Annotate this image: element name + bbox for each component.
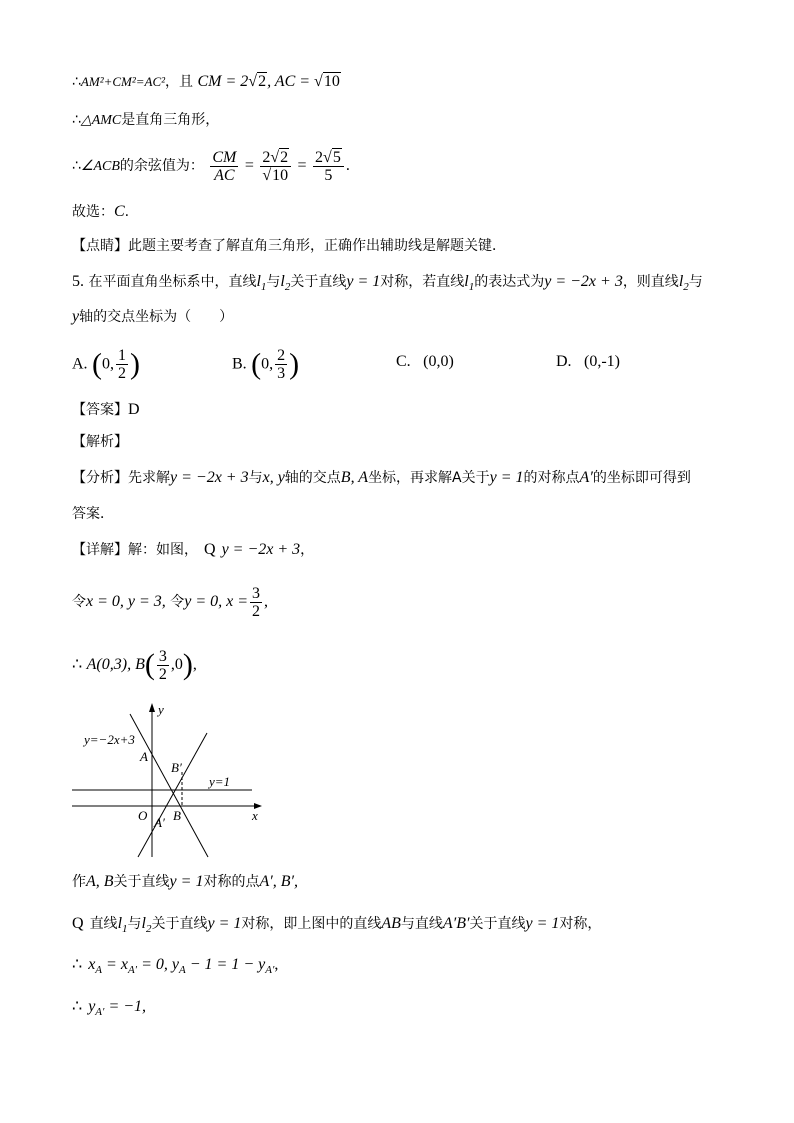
denominator: 3 — [277, 365, 286, 382]
line-ab — [130, 714, 208, 857]
symbol: l — [464, 273, 469, 290]
remark-text: 此题主要考查了解直角三角形，正确作出辅助线是解题关键． — [128, 238, 506, 254]
symbol: l — [256, 273, 261, 290]
text: 与 — [248, 470, 263, 486]
subscript: 2 — [683, 281, 689, 294]
point-a-prime: A′ — [579, 469, 593, 486]
points-a-b: A(0,3), B — [86, 656, 145, 673]
detail-tag: 【详解】 — [72, 542, 128, 558]
points-b-a: B, A — [340, 469, 369, 486]
subscript: A — [95, 963, 103, 976]
numerator: 3 — [158, 647, 167, 665]
equation-y-1: y = 1 — [207, 915, 242, 932]
coefficient: 2 — [315, 148, 324, 166]
denominator: 5 — [313, 166, 344, 184]
therefore-symbol: ∴ — [72, 158, 81, 174]
y-symbol: y — [72, 308, 80, 325]
analysis-line-1 — [72, 468, 691, 488]
subscript: 1 — [260, 281, 267, 294]
y-axis-label: y — [158, 702, 164, 717]
question-5-line-1 — [72, 272, 703, 297]
points-a-prime-b-prime: A′, B′, — [259, 873, 298, 890]
l2-symbol — [678, 273, 689, 294]
text: 关于直线 — [113, 874, 170, 890]
y-axis-arrow — [149, 703, 155, 712]
text: 直线 — [89, 916, 118, 932]
subscript: 1 — [122, 923, 128, 936]
radicand: 5 — [332, 148, 341, 166]
therefore-symbol: ∴ — [72, 112, 81, 128]
radicand: 2 — [280, 148, 289, 166]
punct: , — [192, 656, 197, 673]
text: 在平面直角坐标系中，直线 — [88, 274, 257, 290]
line-a-prime-b-prime — [138, 733, 207, 857]
xy-axes: x, y — [262, 469, 285, 486]
denominator: AC — [210, 166, 238, 184]
option-fraction — [116, 347, 128, 382]
substitution-2: y = 0, x = — [184, 593, 249, 610]
text-and: ，且 — [165, 74, 194, 90]
option-a[interactable]: A. (0, $\frac{1}{2}$ ) — [72, 347, 141, 382]
equation-y-1: y = 1 — [525, 915, 560, 932]
option-value-part: 0, — [261, 355, 274, 373]
denominator: √10 — [260, 166, 291, 184]
equation-y-1: y = 1 — [169, 873, 204, 890]
l1-symbol — [464, 273, 475, 294]
punct: , — [264, 593, 269, 610]
therefore-symbol: ∴ — [72, 998, 83, 1015]
text: 令 — [72, 594, 86, 610]
text: 关于直线 — [469, 916, 526, 932]
fraction-3-2 — [250, 585, 262, 620]
because-symbol: Q — [72, 915, 84, 932]
l2-symbol — [141, 915, 152, 936]
because-symbol: Q — [204, 541, 216, 558]
step-2: ∴ A(0,3), B( $\frac{3}{2}$ ,0), — [72, 647, 197, 683]
subscript: A′ — [265, 963, 275, 976]
symbol: l — [280, 273, 285, 290]
coord-zero: ,0 — [170, 656, 183, 673]
text: 与 — [688, 274, 703, 290]
proof-line-3 — [72, 146, 350, 187]
line-a-prime-b-prime-label: A′B′ — [442, 915, 470, 932]
y-1-label: y=1 — [209, 774, 231, 789]
numerator: 2√2 — [262, 148, 289, 166]
option-fraction — [275, 347, 287, 382]
x-axis-label: x — [252, 808, 258, 823]
equals-sign: = — [244, 157, 254, 174]
denominator: 2 — [252, 602, 261, 620]
subscript: 2 — [145, 923, 152, 936]
radicand: 10 — [323, 73, 340, 90]
line-ab-label: AB — [381, 915, 401, 932]
radicand: 2 — [258, 73, 267, 90]
equation-y-1: y = 1 — [489, 469, 524, 486]
text: 对称，若直线 — [380, 274, 465, 290]
fraction-cm-ac — [210, 149, 238, 184]
proof-line-2 — [72, 110, 219, 131]
remark-line — [72, 236, 506, 256]
text: 令 — [170, 594, 185, 610]
step-6 — [72, 997, 146, 1022]
radicand: 10 — [272, 166, 289, 184]
equation-y-1: y = 1 — [346, 273, 381, 290]
period: . — [124, 204, 130, 220]
points-a-b: A, B — [86, 873, 114, 890]
l2-symbol — [280, 273, 291, 294]
step-3 — [72, 872, 298, 892]
cm-expression: CM = 2 — [197, 73, 249, 90]
option-value: (0,-1) — [584, 353, 620, 370]
answer-line — [72, 400, 140, 420]
angle-acb: ∠ACB — [80, 159, 120, 174]
answer-choice-line — [72, 202, 129, 222]
option-label: C. — [396, 353, 411, 370]
analysis-sub-tag: 【分析】 — [72, 470, 128, 486]
numerator: 1 — [118, 347, 127, 364]
coefficient: 2 — [262, 148, 271, 166]
y-var: y — [88, 998, 96, 1015]
text: 的表达式为 — [474, 274, 545, 290]
text: 轴的交点 — [284, 470, 341, 486]
step-5 — [72, 955, 278, 980]
option-label: B. — [232, 355, 247, 373]
text: ，则直线 — [622, 274, 679, 290]
chosen-answer: C — [114, 203, 125, 220]
l1-symbol — [117, 915, 128, 936]
sqrt-10: √10 — [314, 73, 340, 90]
x-var: = x — [102, 956, 128, 973]
point-b-label: B — [173, 808, 181, 823]
option-label: A. — [72, 355, 88, 373]
text: 的对称点 — [523, 470, 580, 486]
text: 与 — [127, 916, 142, 932]
text: 的坐标即可得到 — [592, 470, 691, 486]
denominator: 2 — [118, 365, 127, 382]
option-c[interactable] — [396, 353, 454, 371]
pythagorean-equation: AM²+CM²=AC² — [80, 74, 166, 89]
symbol: l — [678, 273, 684, 290]
numerator: CM — [212, 148, 237, 166]
fraction-2sqrt2-sqrt10 — [260, 149, 291, 184]
point-a-label: A — [140, 749, 148, 764]
point-b-prime-label: B′ — [171, 760, 182, 775]
triangle-amc: △AMC — [80, 113, 122, 128]
text: 对称的点 — [203, 874, 260, 890]
text: 答案． — [72, 506, 114, 522]
option-b[interactable]: B. (0, $\frac{2}{3}$ ) — [232, 347, 300, 382]
detail-line — [72, 540, 314, 560]
symbol: l — [141, 915, 146, 932]
proof-line-1 — [72, 72, 341, 92]
text: 轴的交点坐标为（ ） — [79, 309, 234, 325]
numerator: 3 — [252, 584, 261, 602]
fraction-2sqrt5-5 — [313, 149, 344, 184]
text: 关于直线 — [151, 916, 208, 932]
question-number: 5. — [72, 273, 84, 290]
line-expression: y = −2x + 3 — [221, 541, 301, 558]
question-5-line-2 — [72, 307, 233, 327]
therefore-symbol: ∴ — [72, 956, 83, 973]
line-expression: y = −2x + 3 — [544, 273, 623, 290]
point-a-prime-label: A′ — [154, 815, 165, 830]
line-text: 是直角三角形， — [121, 112, 220, 128]
symbol: l — [117, 915, 123, 932]
line-text: 故选： — [72, 204, 114, 220]
fraction-3-2 — [157, 648, 169, 683]
option-value-part: 0, — [102, 355, 115, 373]
l1-symbol — [256, 273, 267, 294]
period: . — [345, 157, 350, 174]
line-text: 的余弦值为： — [119, 158, 204, 174]
text: 对称，即上图中的直线 — [241, 916, 382, 932]
expression: − 1 = 1 − y — [185, 956, 266, 973]
coordinate-figure — [72, 700, 272, 865]
substitution-1: x = 0, y = 3, — [86, 593, 166, 610]
subscript: 2 — [284, 281, 291, 294]
option-label: D. — [556, 353, 572, 370]
expression: = 0, y — [137, 956, 179, 973]
numerator: 2√5 — [315, 148, 341, 166]
text: 关于直线 — [290, 274, 347, 290]
subscript: A — [178, 963, 186, 976]
expression: = −1, — [104, 998, 147, 1015]
option-d[interactable] — [556, 353, 620, 371]
x-var: x — [88, 956, 96, 973]
analysis-line-2 — [72, 504, 114, 524]
step-1 — [72, 582, 268, 622]
answer-tag: 【答案】 — [72, 402, 128, 418]
origin-label: O — [138, 808, 148, 823]
remark-tag: 【点睛】 — [72, 238, 128, 254]
ac-expression: , AC = — [267, 73, 315, 90]
text: 先求解 — [128, 470, 170, 486]
text: 与 — [266, 274, 281, 290]
text: 与直线 — [400, 916, 443, 932]
punct: , — [274, 956, 279, 973]
text: 作 — [72, 874, 86, 890]
denominator: 2 — [158, 665, 167, 683]
equation-label: y=−2x+3 — [84, 732, 135, 747]
text: 解：如图， — [128, 542, 198, 558]
option-value: (0,0) — [423, 353, 454, 370]
line-expression: y = −2x + 3 — [170, 469, 249, 486]
subscript: A′ — [127, 963, 138, 976]
sqrt-2: √2 — [248, 73, 267, 90]
analysis-tag: 【解析】 — [72, 434, 128, 450]
therefore-symbol: ∴ — [72, 74, 81, 90]
analysis-header — [72, 432, 128, 452]
text: 对称， — [559, 916, 602, 932]
punct: ， — [300, 542, 315, 558]
numerator: 2 — [277, 347, 286, 364]
subscript: A′ — [95, 1005, 105, 1018]
text: 坐标，再求解A关于 — [368, 470, 490, 486]
equals-sign: = — [297, 157, 307, 174]
step-4 — [72, 914, 601, 939]
therefore-symbol: ∴ — [72, 656, 83, 673]
answer-value: D — [128, 401, 140, 418]
subscript: 1 — [468, 281, 475, 294]
